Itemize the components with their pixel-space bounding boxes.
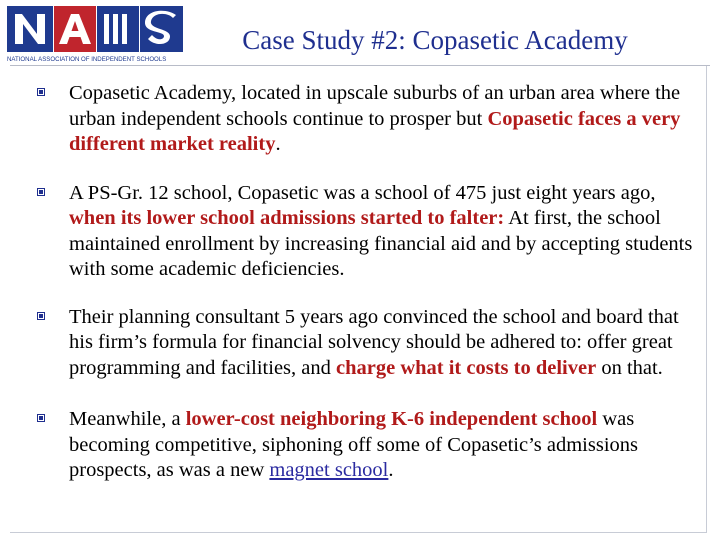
bullet-text: .: [388, 459, 394, 481]
bullet-item-consultant: [36, 305, 700, 382]
magnet-school-link[interactable]: magnet school: [269, 459, 389, 481]
bullet-highlight: when its lower school admissions started to falter:: [69, 207, 505, 229]
logo-stripe: [122, 14, 127, 44]
logo-caption: NATIONAL ASSOCIATION OF INDEPENDENT SCHOOLS: [7, 56, 167, 63]
logo-block-a: [54, 6, 96, 52]
bullet-list: [36, 81, 700, 507]
bullet-text: Their planning consultant 5 years ago convinced the school and board that his firm’s formula for financial solvency should be adhered to: offer great programming and facilities, and: [69, 305, 679, 379]
bullet-text: Meanwhile, a: [69, 408, 186, 430]
square-bullet-icon: [37, 414, 45, 422]
logo-stripe: [113, 14, 118, 44]
slide-title: Case Study #2: Copasetic Academy: [242, 25, 628, 55]
nais-logo-graphic: [7, 6, 183, 64]
bullet-text: on that.: [596, 356, 663, 379]
nais-logo: [7, 6, 183, 64]
bullet-highlight: Copasetic faces a very different market reality: [69, 107, 681, 155]
bullet-text: was becoming competitive, siphoning off some of Copasetic’s admissions prospects, as was a new: [69, 408, 638, 481]
square-bullet-icon: [37, 312, 45, 320]
square-bullet-icon: [37, 88, 45, 96]
bullet-text: A PS-Gr. 12 school, Copasetic was a school of 475 just eight years ago,: [69, 181, 656, 204]
bullet-item-competition: [36, 407, 700, 484]
bullet-text: Copasetic Academy, located in upscale suburbs of an urban area where the urban independent schools continue to prosper but: [69, 82, 681, 130]
square-bullet-icon: [37, 188, 45, 196]
bullet-text: At first, the school maintained enrollment by increasing financial aid and by accepting students with some academic deficiencies.: [69, 207, 693, 280]
bullet-text: .: [275, 133, 281, 155]
bullet-item-enrollment: [36, 181, 700, 283]
bullet-item-market: [36, 81, 700, 158]
logo-stripe: [104, 14, 109, 44]
bullet-highlight: lower-cost neighboring K-6 independent school: [185, 408, 598, 430]
bullet-highlight: charge what it costs to deliver: [336, 356, 597, 379]
